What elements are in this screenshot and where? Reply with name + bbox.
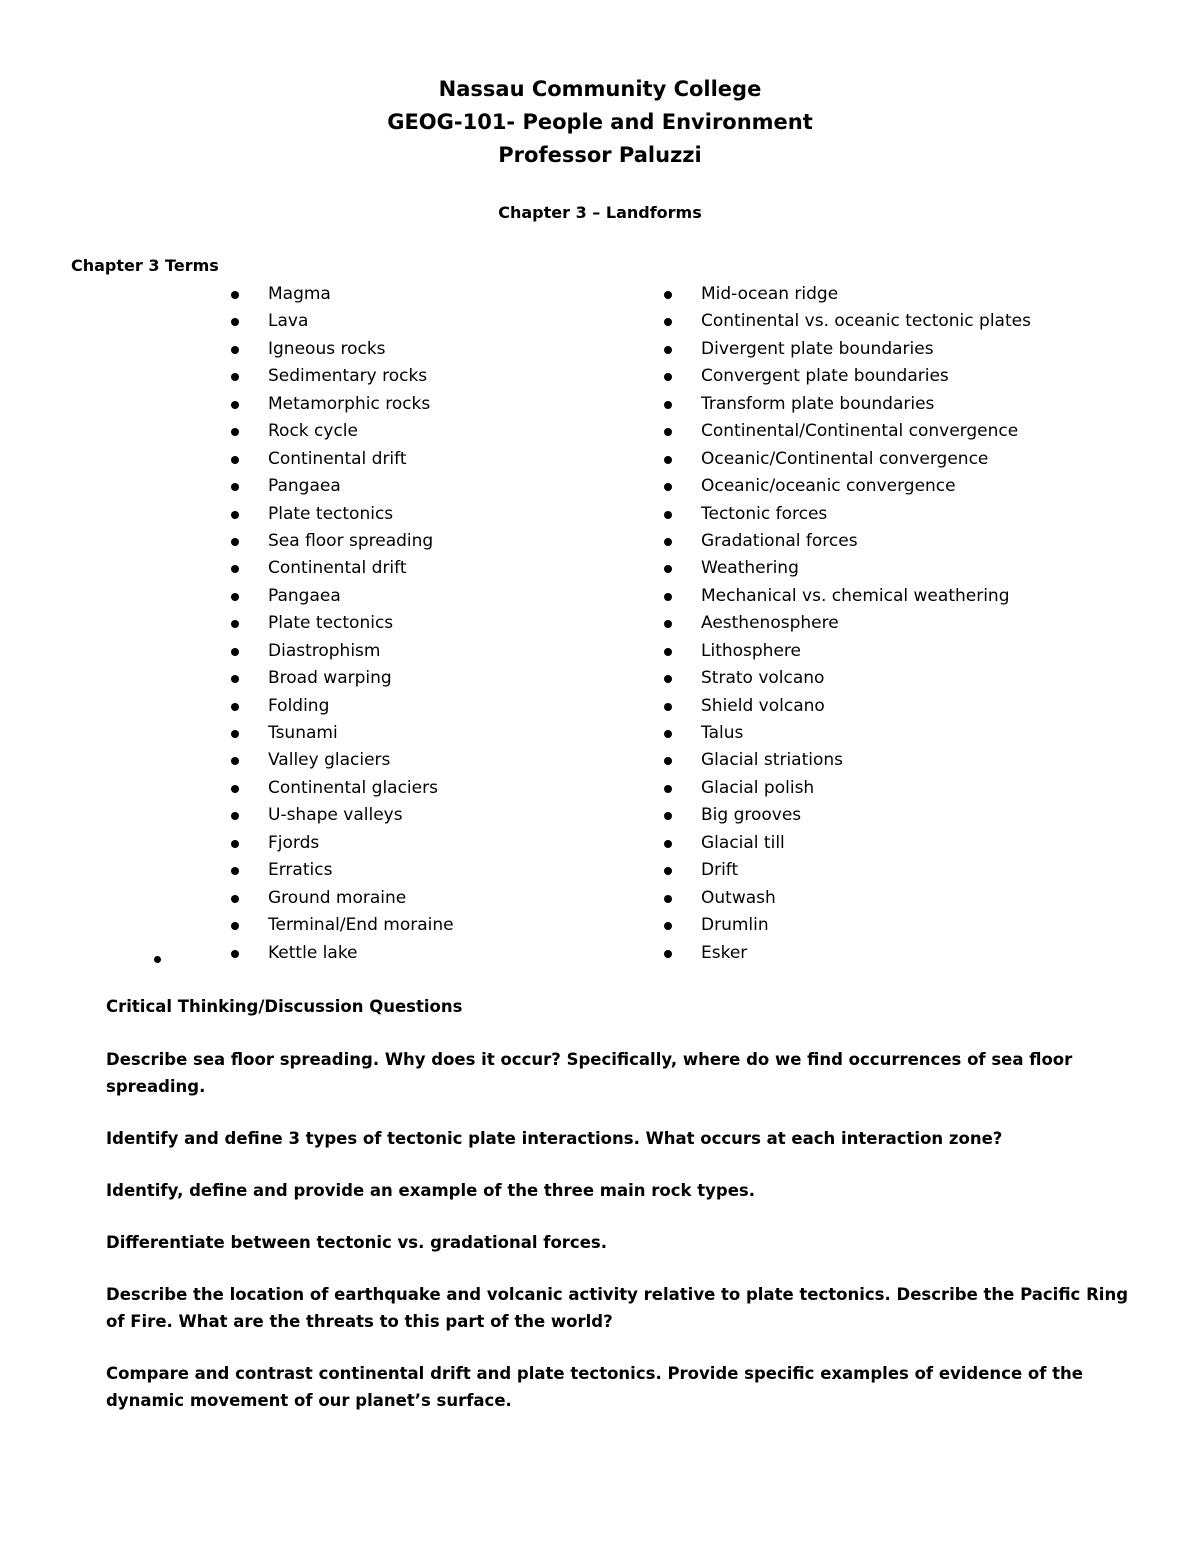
term-label: Fjords — [268, 832, 320, 853]
term-list-item — [230, 775, 454, 802]
discussion-question: Describe sea floor spreading. Why does it occur? Specifically, where do we find occurrences of sea floor spreading. — [106, 1050, 1073, 1096]
bullet-icon — [664, 401, 672, 409]
term-label: Talus — [701, 723, 744, 743]
bullet-icon — [231, 867, 239, 875]
term-label: Glacial polish — [701, 777, 815, 798]
bullet-icon — [664, 867, 672, 875]
term-label: Pangaea — [268, 585, 341, 606]
term-list-item — [663, 638, 1031, 665]
bullet-icon — [664, 840, 672, 848]
term-list-item — [230, 830, 454, 857]
bullet-icon — [231, 318, 239, 326]
term-list-item — [663, 665, 1031, 692]
term-list-item — [663, 501, 1031, 528]
course-title: GEOG-101- People and Environment — [387, 110, 813, 134]
term-list-item — [663, 555, 1031, 582]
term-label: Continental/Continental convergence — [701, 421, 1019, 442]
bullet-icon — [664, 538, 672, 546]
term-list-item — [663, 336, 1031, 363]
term-label: Terminal/End moraine — [268, 915, 454, 936]
term-label: Tsunami — [268, 723, 338, 743]
discussion-question: Identify, define and provide an example of the three main rock types. — [106, 1181, 755, 1200]
bullet-icon — [231, 840, 239, 848]
discussion-question: Describe the location of earthquake and volcanic activity relative to plate tectonics. Describe the Pacific Ring of Fire. What are the threats to this part of the world? — [106, 1285, 1129, 1331]
bullet-icon — [664, 511, 672, 519]
bullet-icon — [231, 456, 239, 464]
term-label: Big grooves — [701, 805, 802, 826]
term-list-item — [230, 610, 454, 637]
discussion-question: Differentiate between tectonic vs. gradational forces. — [106, 1233, 607, 1252]
term-label: Drumlin — [701, 915, 769, 936]
term-list-item — [663, 720, 1031, 747]
bullet-icon — [664, 812, 672, 820]
institution-title: Nassau Community College — [438, 77, 762, 101]
term-label: Tectonic forces — [701, 503, 828, 524]
term-list-item — [663, 610, 1031, 637]
bullet-icon — [231, 620, 239, 628]
term-list-item — [663, 775, 1031, 802]
term-label: Continental vs. oceanic tectonic plates — [701, 311, 1031, 332]
bullet-icon — [664, 730, 672, 738]
term-label: Valley glaciers — [268, 750, 391, 771]
terms-list-left — [230, 281, 454, 967]
term-label: Pangaea — [268, 476, 341, 497]
term-label: Lava — [268, 311, 309, 332]
bullet-icon — [231, 428, 239, 436]
term-label: Magma — [268, 284, 331, 304]
bullet-icon — [231, 593, 239, 601]
term-list-item — [230, 336, 454, 363]
term-label: Transform plate boundaries — [701, 393, 935, 414]
bullet-icon — [664, 620, 672, 628]
bullet-icon — [231, 812, 239, 820]
term-label: Erratics — [268, 860, 333, 881]
term-label: Folding — [268, 695, 330, 716]
term-label: Strato volcano — [701, 668, 825, 689]
term-label: Drift — [701, 860, 739, 881]
term-list-item — [663, 308, 1031, 335]
term-list-item — [663, 693, 1031, 720]
bullet-icon — [231, 401, 239, 409]
term-list-item — [663, 940, 1031, 967]
bullet-icon — [231, 757, 239, 765]
term-label: U-shape valleys — [268, 805, 403, 826]
term-label: Aesthenosphere — [701, 613, 839, 634]
term-list-item — [230, 363, 454, 390]
professor-name: Professor Paluzzi — [498, 143, 702, 167]
term-label: Broad warping — [268, 668, 392, 689]
bullet-icon — [664, 483, 672, 491]
bullet-icon — [664, 565, 672, 573]
term-list-item — [663, 885, 1031, 912]
bullet-icon — [231, 675, 239, 683]
bullet-icon — [664, 456, 672, 464]
term-label: Outwash — [701, 887, 776, 908]
bullet-icon — [231, 730, 239, 738]
term-list-item — [230, 857, 454, 884]
bullet-icon — [664, 428, 672, 436]
term-list-item — [663, 446, 1031, 473]
bullet-icon — [231, 483, 239, 491]
term-list-item — [230, 528, 454, 555]
bullet-icon — [231, 373, 239, 381]
bullet-icon — [664, 346, 672, 354]
term-list-item — [663, 912, 1031, 939]
term-label: Mechanical vs. chemical weathering — [701, 585, 1010, 606]
term-list-item — [230, 665, 454, 692]
term-label: Convergent plate boundaries — [701, 366, 949, 387]
term-list-item — [663, 281, 1031, 308]
term-list-item — [230, 802, 454, 829]
term-label: Continental drift — [268, 558, 407, 579]
term-list-item — [230, 473, 454, 500]
term-list-item — [230, 555, 454, 582]
bullet-icon — [231, 538, 239, 546]
bullet-icon — [664, 648, 672, 656]
term-label: Sea floor spreading — [268, 530, 434, 551]
bullet-icon — [664, 373, 672, 381]
term-list-item — [230, 583, 454, 610]
term-list-item — [663, 857, 1031, 884]
bullet-icon — [664, 895, 672, 903]
term-label: Oceanic/Continental convergence — [701, 448, 989, 469]
bullet-icon — [231, 703, 239, 711]
term-list-item — [230, 501, 454, 528]
bullet-icon — [231, 922, 239, 930]
terms-heading: Chapter 3 Terms — [71, 256, 219, 275]
terms-list-right — [663, 281, 1031, 967]
term-label: Plate tectonics — [268, 503, 394, 524]
term-list-item — [230, 720, 454, 747]
bullet-icon — [231, 565, 239, 573]
chapter-title: Chapter 3 – Landforms — [498, 203, 702, 222]
term-label: Igneous rocks — [268, 338, 386, 359]
questions-section — [106, 993, 1146, 1439]
questions-heading: Critical Thinking/Discussion Questions — [106, 997, 463, 1016]
term-list-item — [230, 638, 454, 665]
bullet-icon — [664, 593, 672, 601]
term-list-item — [663, 830, 1031, 857]
bullet-icon — [664, 757, 672, 765]
bullet-icon — [231, 950, 239, 958]
term-list-item — [230, 281, 454, 308]
term-label: Rock cycle — [268, 421, 358, 442]
term-label: Kettle lake — [268, 942, 358, 963]
term-label: Mid-ocean ridge — [701, 284, 839, 304]
bullet-icon — [231, 648, 239, 656]
term-list-item — [230, 391, 454, 418]
term-label: Glacial till — [701, 832, 785, 853]
term-label: Plate tectonics — [268, 613, 394, 634]
term-label: Gradational forces — [701, 530, 858, 551]
bullet-icon — [231, 511, 239, 519]
bullet-icon — [231, 346, 239, 354]
discussion-question: Compare and contrast continental drift and plate tectonics. Provide specific examples of evidence of the dynamic movement of our planet’s surface. — [106, 1364, 1083, 1410]
term-label: Continental glaciers — [268, 777, 438, 798]
term-list-item — [663, 418, 1031, 445]
term-list-item — [230, 693, 454, 720]
term-list-item — [230, 308, 454, 335]
term-list-item — [230, 912, 454, 939]
term-label: Divergent plate boundaries — [701, 338, 934, 359]
term-label: Esker — [701, 942, 748, 963]
bullet-icon — [664, 318, 672, 326]
term-label: Weathering — [701, 558, 799, 579]
stray-bullet-icon — [154, 956, 161, 963]
bullet-icon — [664, 950, 672, 958]
term-list-item — [663, 363, 1031, 390]
term-label: Sedimentary rocks — [268, 366, 428, 387]
term-list-item — [663, 583, 1031, 610]
term-list-item — [663, 391, 1031, 418]
bullet-icon — [664, 785, 672, 793]
term-label: Continental drift — [268, 448, 407, 469]
term-label: Lithosphere — [701, 640, 801, 661]
term-list-item — [663, 528, 1031, 555]
term-list-item — [230, 885, 454, 912]
term-label: Ground moraine — [268, 887, 407, 908]
term-list-item — [230, 940, 454, 967]
bullet-icon — [231, 895, 239, 903]
term-label: Oceanic/oceanic convergence — [701, 476, 956, 497]
bullet-icon — [664, 675, 672, 683]
term-list-item — [230, 446, 454, 473]
term-list-item — [663, 473, 1031, 500]
term-label: Glacial striations — [701, 750, 844, 771]
bullet-icon — [231, 291, 239, 299]
questions-list — [106, 1046, 1146, 1414]
bullet-icon — [231, 785, 239, 793]
bullet-icon — [664, 703, 672, 711]
term-label: Shield volcano — [701, 695, 825, 716]
discussion-question: Identify and define 3 types of tectonic plate interactions. What occurs at each interaction zone? — [106, 1129, 1003, 1148]
term-list-item — [230, 747, 454, 774]
bullet-icon — [664, 291, 672, 299]
term-label: Diastrophism — [268, 640, 381, 661]
term-list-item — [663, 802, 1031, 829]
term-label: Metamorphic rocks — [268, 393, 431, 414]
term-list-item — [663, 747, 1031, 774]
term-list-item — [230, 418, 454, 445]
bullet-icon — [664, 922, 672, 930]
